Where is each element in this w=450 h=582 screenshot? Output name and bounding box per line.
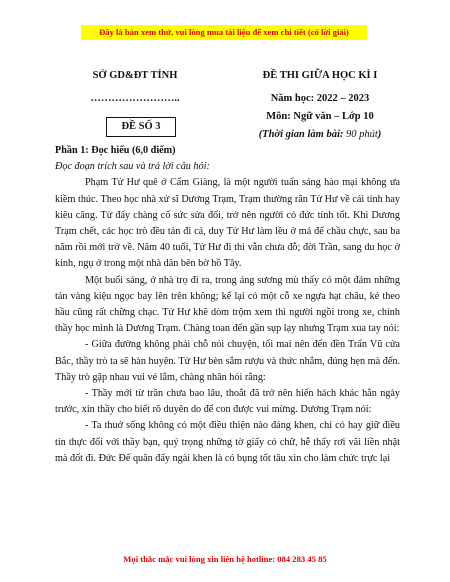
- time-suffix: ): [377, 129, 382, 140]
- subject-line: Môn: Ngữ văn – Lớp 10: [266, 111, 374, 122]
- time-limit: [240, 129, 400, 140]
- time-prefix: (Thời gian làm bài:: [258, 129, 346, 140]
- hotline-footer: Mọi thắc mắc vui lòng xin liên hệ hotline: 084 283 45 85: [123, 554, 327, 564]
- school-year: Năm học: 2022 – 2023: [270, 93, 370, 104]
- paragraph-5: - Ta thuở sống không có một điều thiện nào đáng khen, chỉ có hay giữ điều tín thực đối với thầy bạn, quý trọng những tờ giấy có chữ, hễ thấy rơi vãi liền nhặt mà đốt đi. Đức Đế quân đấy ngài khen là có bụng tốt tâu xin cho làm chức trực lại: [55, 420, 400, 464]
- paragraph-4: - Thầy mới từ trần chưa bao lâu, thoắt đã trở nên hiển hách khác hẳn ngày trước, xin thầy cho biết rõ duyên do để con được vui mừng. Dương Trạm nói:: [55, 388, 400, 416]
- paragraph-3: - Giữa đường không phải chỗ nói chuyện, tối mai nên đến đền Trấn Vũ cửa Bắc, thầy trò ta sẽ hàn huyên. Tử Hư bèn sắm rượu và thức nhắm, đúng hẹn mà đến. Thầy trò gặp nhau vui vẻ lắm, chàng nhân hỏi rằng:: [55, 339, 400, 383]
- time-value: 90 phút: [346, 129, 378, 140]
- department-name: SỞ GD&ĐT TỈNH: [92, 70, 178, 81]
- section-title: Phần 1: Đọc hiểu (6,0 điểm): [55, 145, 176, 156]
- exam-title: ĐỀ THI GIỮA HỌC KÌ I: [262, 70, 378, 81]
- exam-code-box: ĐỀ SỐ 3: [106, 117, 176, 137]
- document-body: [55, 143, 400, 467]
- section-instruction: Đọc đoạn trích sau và trả lời câu hỏi:: [55, 161, 210, 173]
- department-dots: ……………………..: [90, 93, 180, 104]
- preview-banner: Đây là bản xem thử, vui lòng mua tài liệu để xem chi tiết (có lời giải): [81, 25, 367, 40]
- paragraph-1: Phạm Tử Hư quê ở Cẩm Giàng, là một người tuấn sáng hào mại không ưa kiềm thúc. Theo học nhà xử sĩ Dương Trạm, Trạm thường răn Tử Hư về cái tính hay kiêu căng. Từ đấy chàng cố sức sửa đổi, trở nên người có đức tính tốt. Khi Dương Trạm chết, các học trò đều tản đi cả, duy Tử Hư làm lều ở mả để chầu chực, sau ba năm rồi mới trở về. Năm 40 tuổi, Tử Hư đi thi vẫn chưa đỗ; đời Trần, sang du học ở kinh, ngụ ở trong một nhà dân bên bờ hồ Tây.: [55, 177, 400, 270]
- paragraph-2: Một buổi sáng, ở nhà trọ đi ra, trong áng sương mù thấy có một đám những tán vàng kiệu ngọc bay lên trên không; kế lại có một cỗ xe ngựa hạt châu, kẻ theo hầu cũng rất chững chạc. Tử Hư khẽ dòm trộm xem thì người ngồi trong xe, chính thầy học mình là Dương Trạm. Chàng toan đến gần sụp lạy nhưng Trạm xua tay nói:: [55, 274, 400, 335]
